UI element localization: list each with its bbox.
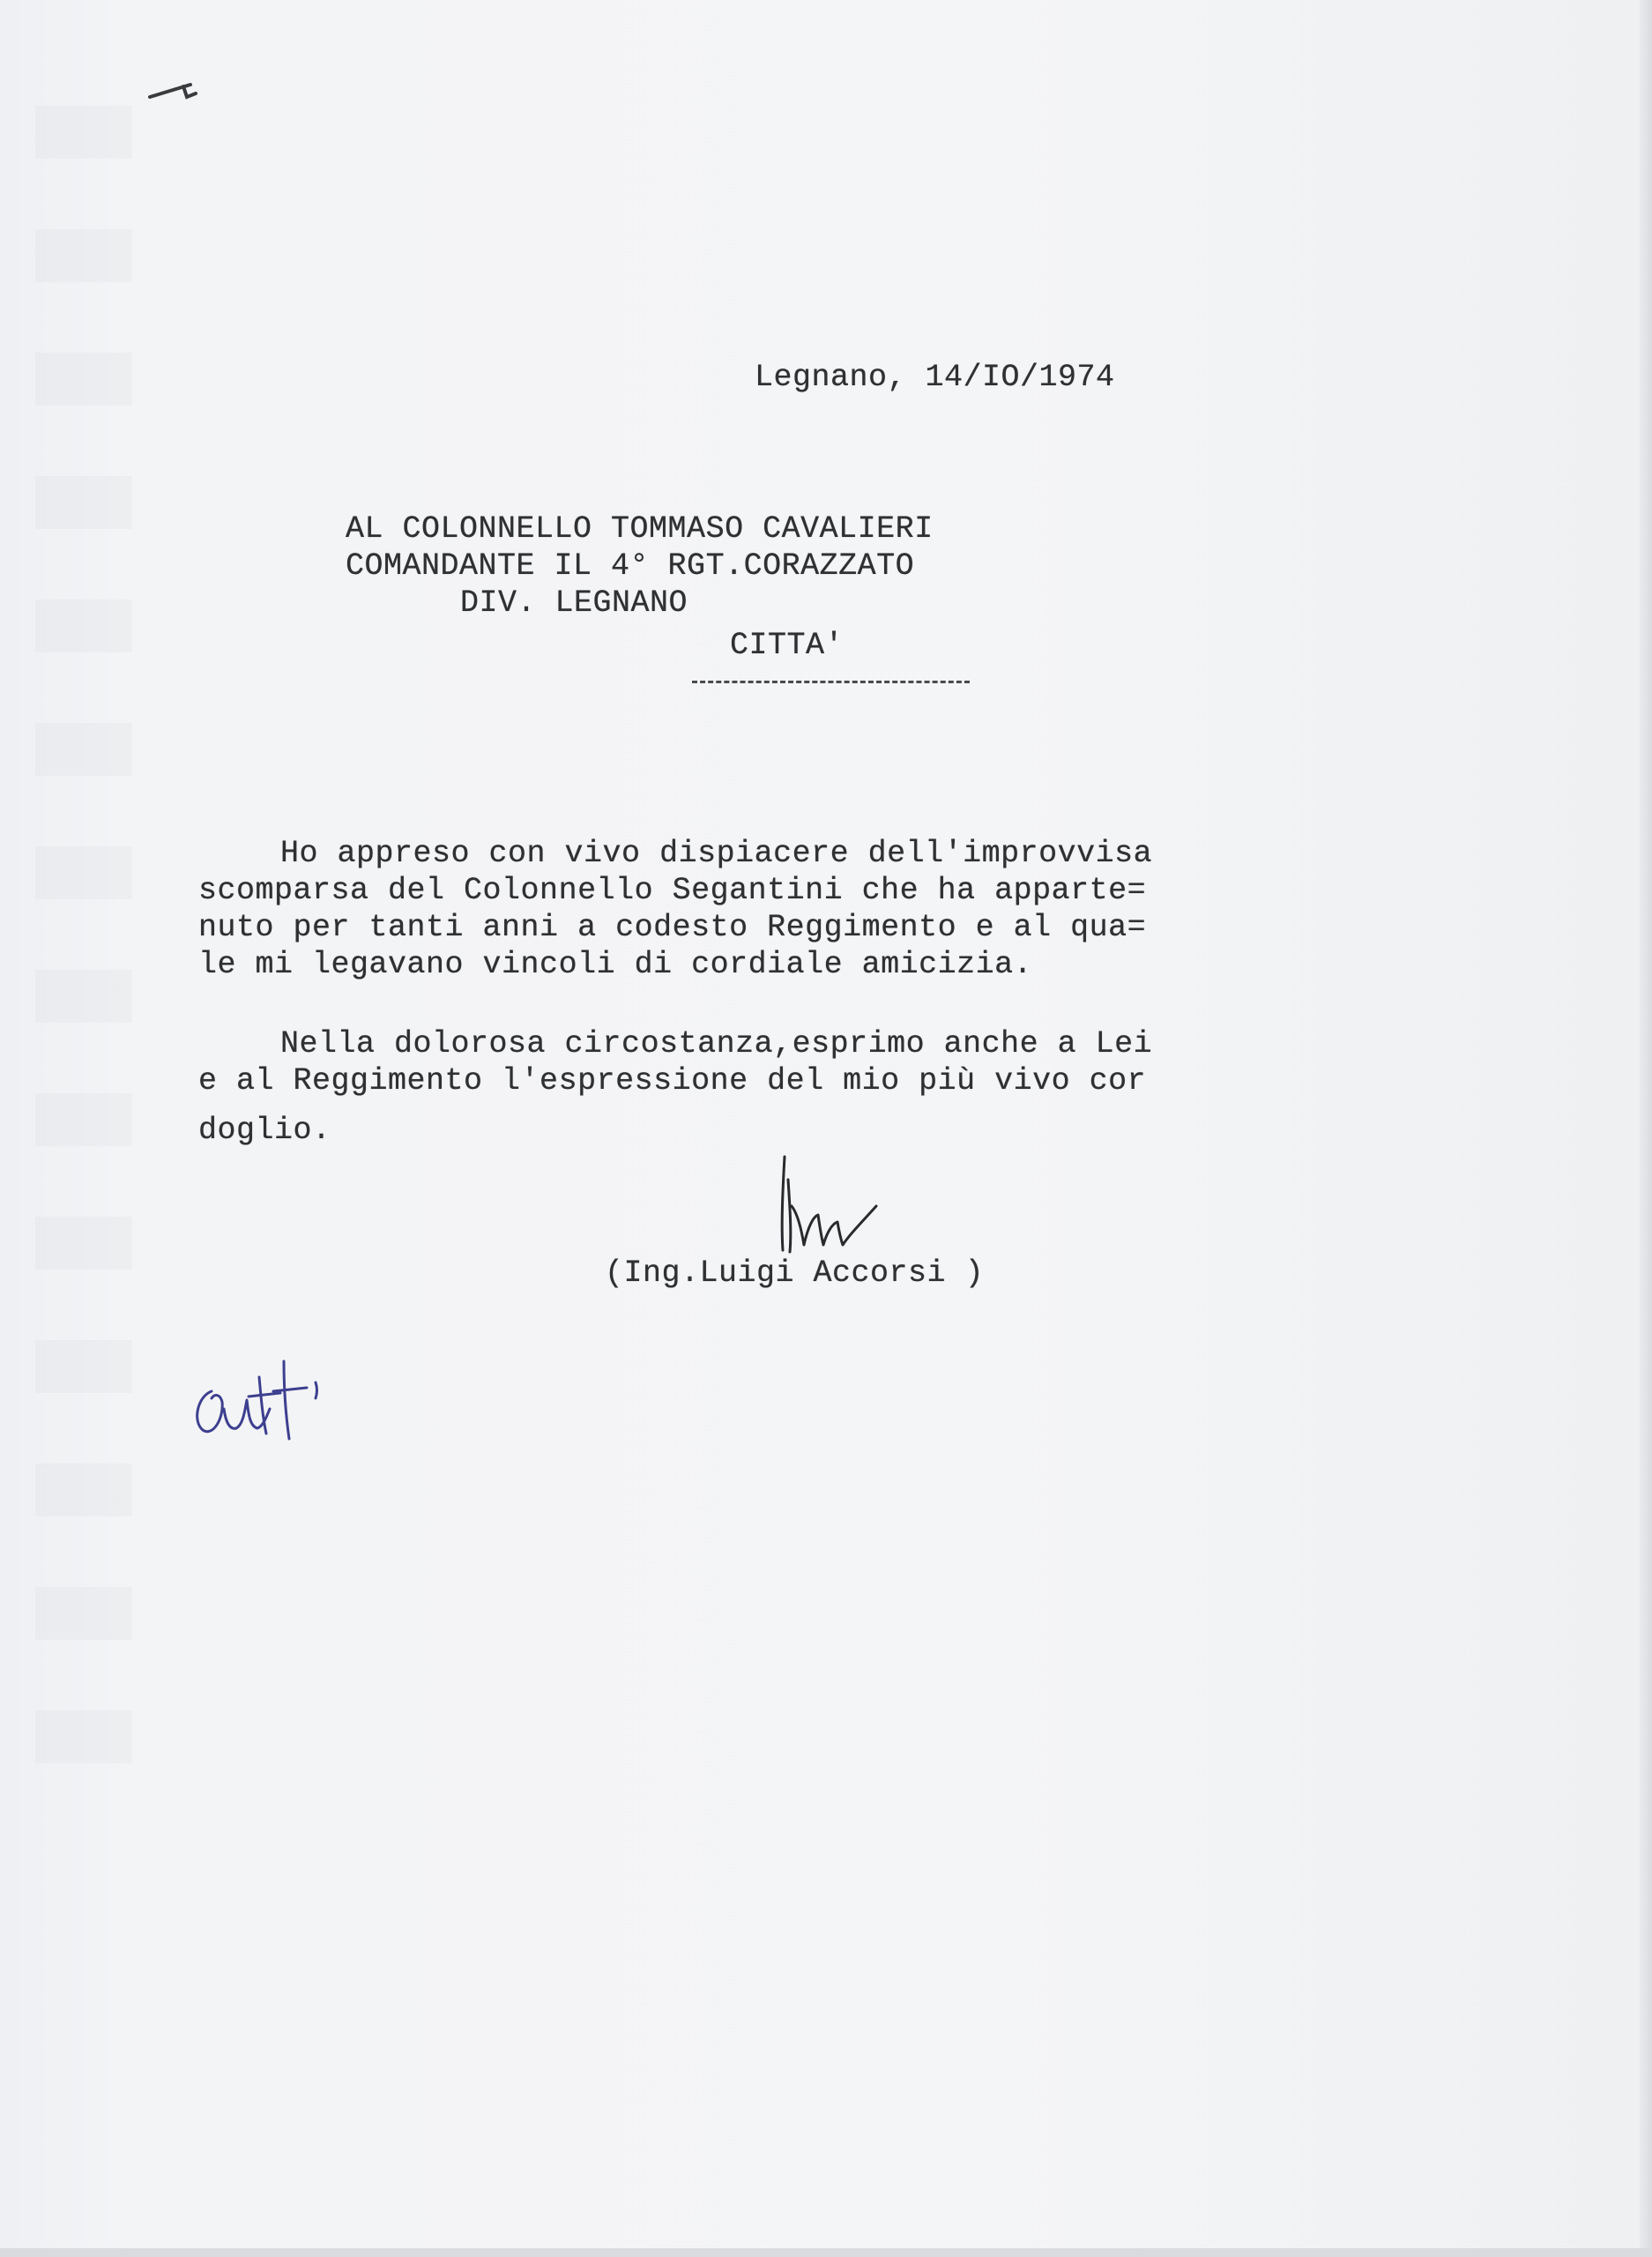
body-paragraph-1-line-1: Ho appreso con vivo dispiacere dell'improvvisa [280,836,1153,871]
body-paragraph-2-line-1: Nella dolorosa circostanza,esprimo anche a Lei [280,1026,1153,1061]
body-paragraph-2-line-2: e al Reggimento l'espressione del mio più vivo cor [198,1063,1147,1099]
body-paragraph-1-line-3: nuto per tanti anni a codesto Reggimento e al qua= [198,910,1147,945]
recipient-line-2: COMANDANTE IL 4° RGT.CORAZZATO [346,548,915,584]
recipient-line-1: AL COLONNELLO TOMMASO CAVALIERI [346,511,934,547]
recipient-city: CITTA' [730,628,845,663]
recipient-line-3: DIV. LEGNANO [460,585,688,621]
handwritten-note [185,1347,353,1453]
paper-bleed-through [35,106,132,1781]
signature-name: (Ing.Luigi Accorsi ) [605,1255,985,1291]
recipient-underline [692,681,970,683]
staple-mark-icon [148,78,199,104]
body-paragraph-2-line-3: doglio. [198,1113,331,1148]
date-line: Legnano, 14/IO/1974 [755,360,1115,395]
body-paragraph-1-line-4: le mi legavano vincoli di cordiale amicizia. [198,947,1033,982]
body-paragraph-1-line-2: scomparsa del Colonnello Segantini che ha apparte= [198,873,1147,908]
handwritten-signature [769,1153,883,1259]
page-edge-right [1640,0,1652,2257]
page-edge-bottom [0,2248,1652,2257]
